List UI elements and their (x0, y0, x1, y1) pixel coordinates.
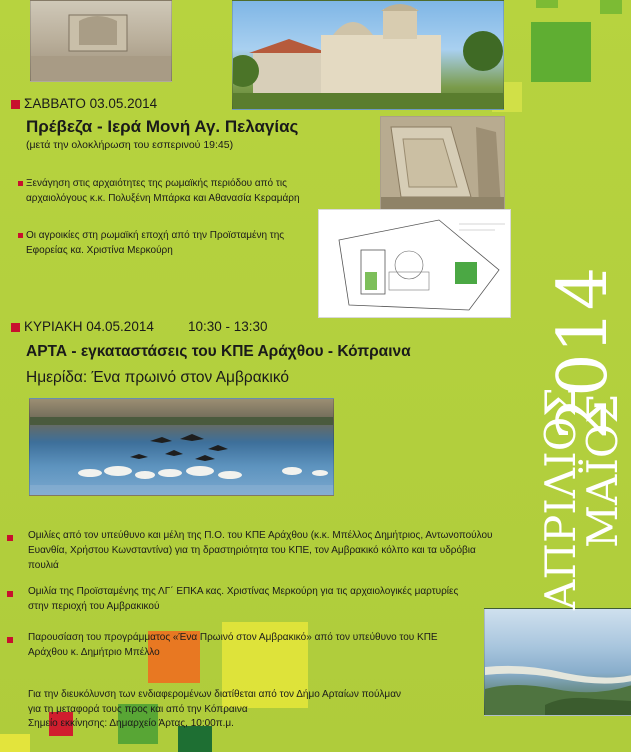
transport-line2: για τη μεταφορά τους προς και από την Κόπραινα (28, 704, 248, 715)
photo-stone-carving (30, 0, 172, 82)
event1-date-text: ΣΑΒΒΑΤΟ 03.05.2014 (24, 96, 158, 111)
red-square-bullet (11, 323, 20, 332)
red-square-bullet (11, 100, 20, 109)
site-plan-illustration (319, 210, 510, 317)
year-2014: 2014 (544, 266, 623, 440)
event2-item1: Ομιλίες από τον υπεύθυνο και μέλη της Π.Ο. του ΚΠΕ Αράχθου (κ.κ. Μπέλλος Δημήτριος, Αντωνοπούλου Ευανθία, Χρήστου Κωνσταντίνα) για τη δραστηριότητα του ΚΠΕ, τον Αμβρακικό κόλπο και τα υδρόβια πουλιά (28, 530, 493, 571)
church-illustration (233, 1, 503, 109)
photo-aerial-lagoon (484, 608, 631, 716)
event2-title: ΑΡΤΑ - εγκαταστάσεις του ΚΠΕ Αράχθου - Κόπραινα (26, 343, 411, 360)
event1-item1-bullet (18, 181, 23, 186)
decor-square-green-top2 (600, 0, 622, 14)
event1-item1: Ξενάγηση στις αρχαιότητες της ρωμαϊκής περιόδου από τις αρχαιολόγους κ.κ. Πολυξένη Μπάρκα και Αθανασία Κεραμάρη (26, 178, 300, 204)
event2-item1-bullet (7, 535, 13, 541)
mosaic-illustration (381, 117, 504, 211)
event2-subtitle: Ημερίδα: Ένα πρωινό στον Αμβρακικό (26, 369, 290, 386)
event2-item3-bullet (7, 637, 13, 643)
event2-item2: Ομιλία της Προϊσταμένης της ΛΓ΄ ΕΠΚΑ κας. Χριστίνας Μερκούρη για τις αρχαιολογικές μαρτυρίες στην περιοχή του Αμβρακικού (28, 586, 459, 612)
event1-item2-bullet (18, 233, 23, 238)
photo-mosaic-excavation (380, 116, 505, 212)
event2-date-text: ΚΥΡΙΑΚΗ 04.05.2014 (24, 319, 154, 334)
decor-square-green-top (536, 0, 558, 8)
event2-time: 10:30 - 13:30 (188, 319, 268, 334)
month-maios: ΜΑΪΟΣ (578, 393, 627, 548)
event2-date (11, 319, 154, 334)
stone-carving-illustration (31, 1, 171, 81)
aerial-illustration (485, 609, 631, 715)
photo-monastery-church (232, 0, 504, 110)
event2-item3: Παρουσίαση του προγράμματος «Ένα Πρωινό στον Αμβρακικό» από τον υπεύθυνο του ΚΠΕ Αράχθου κ. Δημήτριο Μπέλλο (28, 632, 438, 658)
event1-title: Πρέβεζα - Ιερά Μονή Αγ. Πελαγίας (26, 117, 299, 136)
event2-item2-bullet (7, 591, 13, 597)
month-aprilios: ΑΠΡΙΛΙΟΣ (536, 387, 585, 610)
event1-date (11, 96, 157, 111)
transport-line3: Σημείο εκκίνησης: Δημαρχείο Άρτας, 10:00π.μ. (28, 718, 234, 729)
event1-note: (μετά την ολοκλήρωση του εσπερινού 19:45) (26, 139, 234, 151)
decor-square-bottom-yellow2 (0, 734, 30, 752)
event1-item2: Οι αγροικίες στη ρωμαϊκή εποχή από την Προϊσταμένη της Εφορείας κα. Χριστίνα Μερκούρη (26, 230, 285, 256)
decor-square-green-large (531, 22, 591, 82)
site-plan-drawing (318, 209, 511, 318)
pelicans-illustration (30, 399, 333, 495)
transport-line1: Για την διευκόλυνση των ενδιαφερομένων διατίθεται από τον Δήμο Αρταίων πούλμαν (28, 689, 401, 700)
photo-pelicans-lagoon (29, 398, 334, 496)
